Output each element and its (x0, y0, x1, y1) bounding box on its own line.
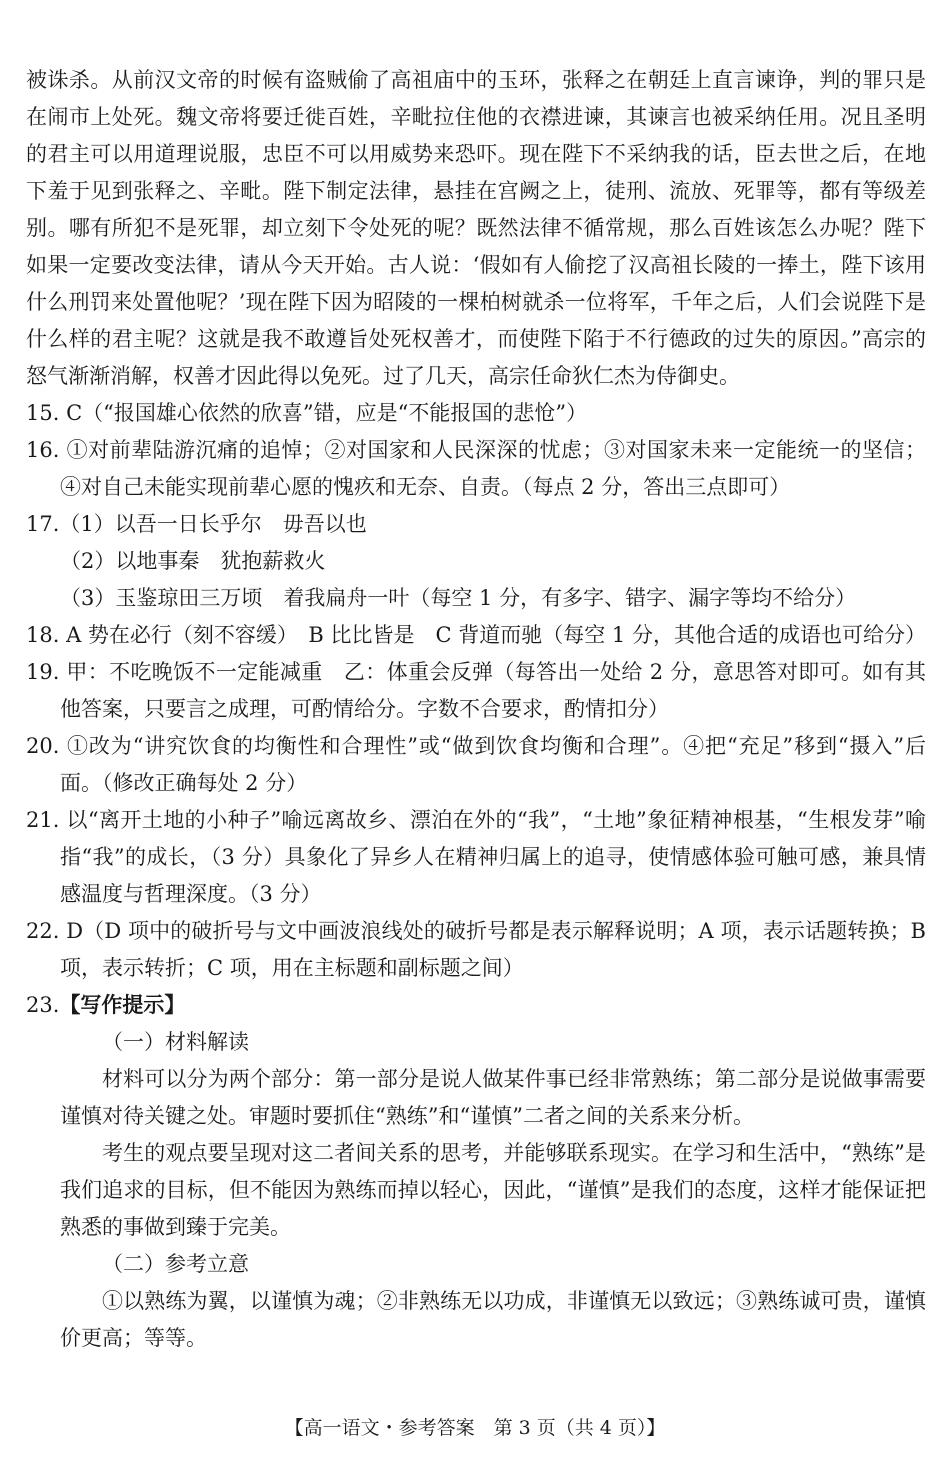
answer-17-line-3: （3）玉鉴琼田三万顷 着我扁舟一叶（每空 1 分，有多字、错字、漏字等均不给分） (60, 586, 857, 610)
translation-passage: 被诛杀。从前汉文帝的时候有盗贼偷了高祖庙中的玉环，张释之在朝廷上直言谏诤，判的罪只是在闹市上处死。魏文帝将要迁徙百姓，辛毗拉住他的衣襟进谏，其谏言也被采纳任用。况且圣明的君主可以用道理说服，忠臣不可以用威势来恐吓。现在陛下不采纳我的话，臣去世之后，在地下羞于见到张释之、辛毗。陛下制定法律，悬挂在宫阙之上，徒刑、流放、死罪等，都有等级差别。哪有所犯不是死罪，却立刻下令处死的呢？既然法律不循常规，那么百姓该怎么办呢？陛下如果一定要改变法律，请从今天开始。古人说：‘假如有人偷挖了汉高祖长陵的一捧土，陛下该用什么刑罚来处置他呢？’现在陛下因为昭陵的一棵柏树就杀一位将军，千年之后，人们会说陛下是什么样的君主呢？这就是我不敢遵旨处死权善才，而使陛下陷于不行德政的过失的原因。”高宗的怒气渐渐消解，权善才因此得以免死。过了几天，高宗任命狄仁杰为侍御史。 (26, 68, 926, 388)
answer-19: 19. 甲：不吃晚饭不一定能减重 乙：体重会反弹（每答出一处给 2 分，意思答对即可。如有其他答案，只要言之成理，可酌情给分。字数不合要求，酌情扣分） (26, 660, 926, 721)
section-theme-para-1: ①以熟练为翼，以谨慎为魂；②非熟练无以功成，非谨慎无以致远；③熟练诚可贵，谨慎价更高；等等。 (60, 1289, 926, 1350)
answer-23-number: 23. (26, 993, 60, 1017)
answer-23-heading (26, 987, 926, 1024)
answer-22: 22. D（D 项中的破折号与文中画波浪线处的破折号都是表示解释说明；A 项，表示话题转换；B 项，表示转折；C 项，用在主标题和副标题之间） (26, 919, 926, 980)
page-footer: 【高一语文・参考答案 第 3 页（共 4 页）】 (284, 1417, 666, 1439)
answer-20: 20. ①改为“讲究饮食的均衡性和合理性”或“做到饮食均衡和合理”。④把“充足”移到“摄入”后面。（修改正确每处 2 分） (26, 734, 926, 795)
answer-21: 21. 以“离开土地的小种子”喻远离故乡、漂泊在外的“我”，“土地”象征精神根基，“生根发芽”喻指“我”的成长，（3 分）具象化了异乡人在精神归属上的追寻，使情感体验可触可感，兼具情感温度与哲理深度。（3 分） (26, 808, 926, 906)
writing-tips-heading: 【写作提示】 (59, 993, 186, 1017)
section-material-para-1: 材料可以分为两个部分：第一部分是说人做某件事已经非常熟练；第二部分是说做事需要谨慎对待关键之处。审题时要抓住“熟练”和“谨慎”二者之间的关系来分析。 (60, 1067, 926, 1128)
section-theme-title: （二）参考立意 (102, 1252, 249, 1276)
answer-17-line-1: 17.（1）以吾一日长乎尔 毋吾以也 (26, 512, 367, 536)
answer-18: 18. A 势在必行（刻不容缓） B 比比皆是 C 背道而驰（每空 1 分，其他合适的成语也可给分） (26, 623, 926, 647)
answer-15: 15. C（“报国雄心依然的欣喜”错，应是“不能报国的悲怆”） (26, 401, 588, 425)
section-material-para-2: 考生的观点要呈现对这二者间关系的思考，并能够联系现实。在学习和生活中，“熟练”是我们追求的目标，但不能因为熟练而掉以轻心，因此，“谨慎”是我们的态度，这样才能保证把熟悉的事做到臻于完美。 (60, 1141, 926, 1239)
answer-page (26, 62, 926, 1357)
answer-17-line-2: （2）以地事秦 犹抱薪救火 (60, 549, 326, 573)
answer-16: 16. ①对前辈陆游沉痛的追悼；②对国家和人民深深的忧虑；③对国家未来一定能统一的坚信；④对自己未能实现前辈心愿的愧疚和无奈、自责。（每点 2 分，答出三点即可） (26, 438, 926, 499)
section-material-title: （一）材料解读 (102, 1030, 249, 1054)
